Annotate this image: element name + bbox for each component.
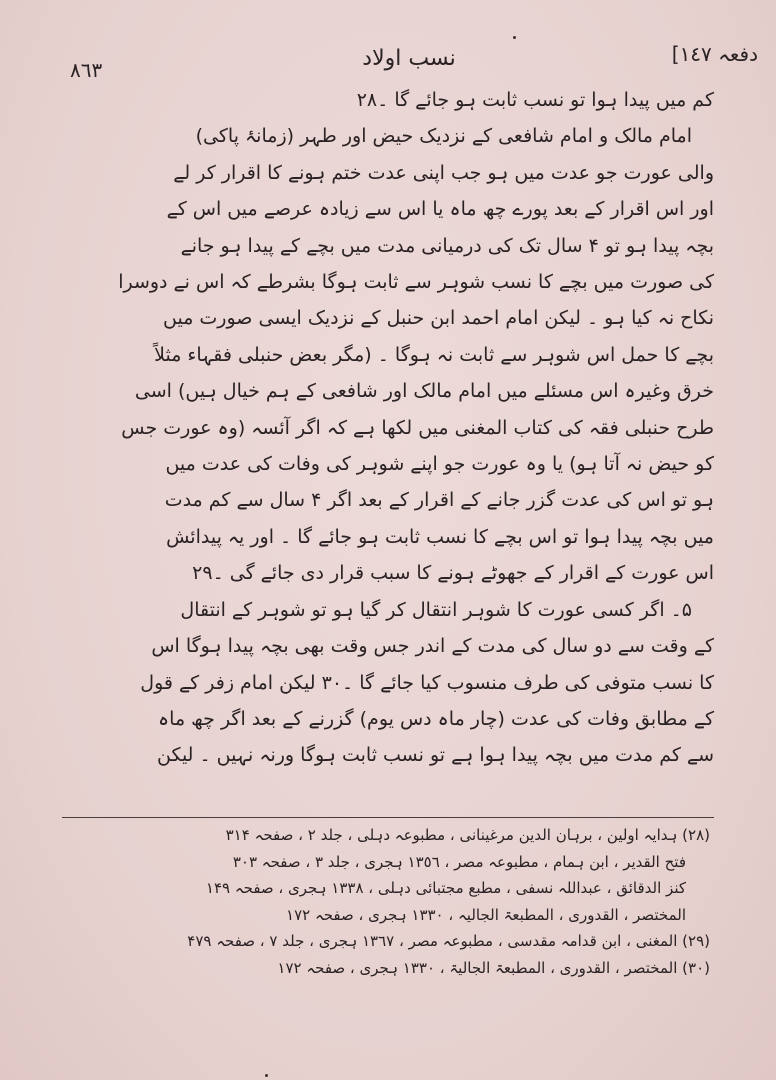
text-line: بچہ پیدا ہو تو ۴ سال تک کی درمیانی مدت میں بچے کے پیدا ہو جانے <box>180 234 714 257</box>
text-line: میں بچہ پیدا ہوا تو اس بچے کا نسب ثابت ہو جائے گا ۔ اور یہ پیدائش <box>166 525 714 548</box>
footnote-divider <box>62 817 714 818</box>
text-line: نکاح نہ کیا ہو ۔ لیکن امام احمد ابن حنبل کے نزدیک ایسی صورت میں <box>163 307 714 330</box>
footnote-line: کنز الدقائق ، عبداللہ نسفی ، مطبع مجتبائی دہلی ، ١٣٣٨ ہجری ، صفحہ ١۴٩ <box>205 879 686 897</box>
text-line: اور اس اقرار کے بعد پورے چھ ماہ یا اس سے زیادہ عرصے میں اس کے <box>166 198 714 221</box>
footnote-line: (٣٠) المختصر ، القدوری ، المطبعۃ الجالیۃ ، ١٣٣٠ ہجری ، صفحہ ١٧٢ <box>277 958 710 977</box>
text-line: کا نسب متوفی کی طرف منسوب کیا جائے گا ۔٣٠ لیکن امام زفر کے قول <box>140 671 714 694</box>
text-line: طرح حنبلی فقہ کی کتاب المغنی میں لکھا ہے کہ اگر آئسہ (وہ عورت جس <box>121 416 714 439</box>
text-line: ہو تو اس کی عدت گزر جانے کے اقرار کے بعد اگر ۴ سال سے کم مدت <box>164 489 714 512</box>
main-text <box>62 82 714 774</box>
text-line: اس عورت کے اقرار کے جھوٹے ہونے کا سبب قرار دی جائے گی ۔٢٩ <box>192 562 714 585</box>
page-number: ٨٦٣ <box>70 58 103 82</box>
text-line: کی صورت میں بچے کا نسب شوہر سے ثابت ہوگا بشرطے کہ اس نے دوسرا <box>118 271 714 294</box>
text-line: سے کم مدت میں بچہ پیدا ہوا ہے تو نسب ثابت ہوگا ورنہ نہیں ۔ لیکن <box>156 744 714 767</box>
footnote-line: (٢٨) ہدایہ اولین ، برہان الدین مرغینانی ، مطبوعہ دہلی ، جلد ٢ ، صفحہ ٣١۴ <box>225 826 710 844</box>
text-line: کم میں پیدا ہوا تو نسب ثابت ہو جائے گا ۔٢٨ <box>356 89 714 111</box>
text-line: خرق وغیرہ اس مسئلے میں امام مالک اور شافعی کے ہم خیال ہیں) اسی <box>134 380 714 403</box>
running-title: نسب اولاد <box>362 46 456 71</box>
page-header <box>60 38 758 82</box>
section-reference: دفعہ ١٤٧] <box>671 42 758 66</box>
text-line: والی عورت جو عدت میں ہو جب اپنی عدت ختم ہونے کا اقرار کر لے <box>173 161 714 184</box>
text-line: کو حیض نہ آتا ہو) یا وہ عورت جو اپنے شوہر کی وفات کی عدت میں <box>165 453 714 476</box>
text-line: کے وقت سے دو سال کی مدت کے اندر جس وقت بھی بچہ پیدا ہوگا اس <box>151 635 714 658</box>
footnote-line: فتح القدیر ، ابن ہمام ، مطبوعہ مصر ، ١٣٥٦ ہجری ، جلد ٣ ، صفحہ ٣٠٣ <box>232 852 686 871</box>
speck <box>265 1074 268 1077</box>
text-line: امام مالک و امام شافعی کے نزدیک حیض اور طہر (زمانۂ پاکی) <box>195 125 692 148</box>
footnotes <box>62 822 710 981</box>
text-line: کے مطابق وفات کی عدت (چار ماہ دس یوم) گزرنے کے بعد اگر چھ ماہ <box>158 707 714 730</box>
text-line: بچے کا حمل اس شوہر سے ثابت نہ ہوگا ۔ (مگر بعض حنبلی فقہاء مثلاً <box>154 343 714 366</box>
text-line: ۵۔ اگر کسی عورت کا شوہر انتقال کر گیا ہو تو شوہر کے انتقال <box>180 598 692 621</box>
footnote-line: المختصر ، القدوری ، المطبعۃ الجالیہ ، ١٣٣٠ ہجری ، صفحہ ١٧٢ <box>286 905 686 924</box>
footnote-line: (٢٩) المغنی ، ابن قدامہ مقدسی ، مطبوعہ مصر ، ١٣٦٧ ہجری ، جلد ٧ ، صفحہ ۴٧٩ <box>187 932 710 950</box>
